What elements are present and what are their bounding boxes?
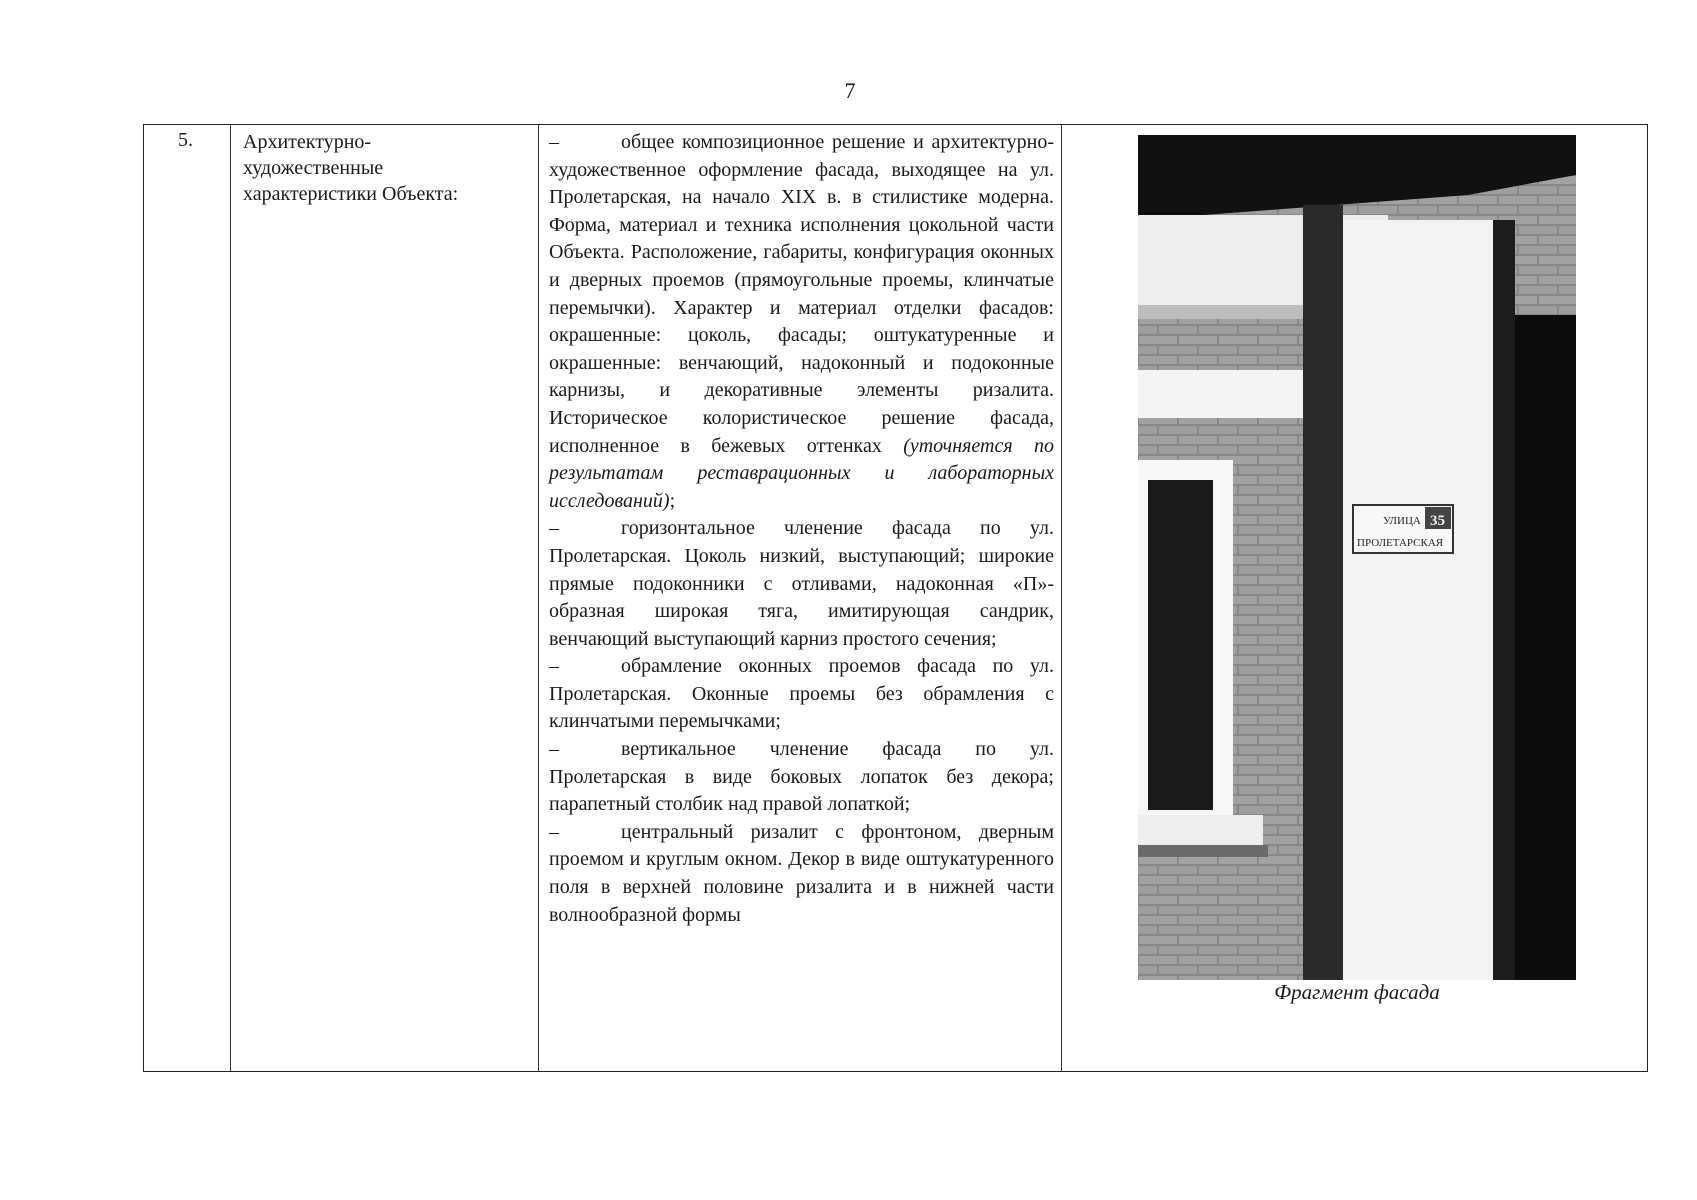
item-2-text: горизонтальное членение фасада по ул. Пролетарская. Цоколь низкий, выступающий; широкие прямые подоконники с отливами, надоконная «П»-образная широкая тяга, имитирующая сандрик, венчающий выступающий карниз простого сечения; [549, 517, 1054, 650]
item-dash: – [549, 820, 559, 843]
characteristics-table [143, 124, 1648, 1072]
description-text [549, 129, 1054, 929]
item-dash: – [549, 517, 559, 540]
item-dash: – [549, 131, 559, 153]
row-title: Архитектурно- художественные характеристики Объекта: [243, 131, 459, 205]
description-item-5 [549, 819, 1054, 929]
row-image-cell [1062, 125, 1648, 1071]
item-dash: – [549, 738, 559, 761]
window-glass [1148, 480, 1213, 810]
photo-caption: Фрагмент фасада [1274, 980, 1440, 1004]
window-lintel [1138, 370, 1323, 418]
description-item-1 [549, 129, 1054, 515]
row-title-cell [231, 125, 539, 1071]
item-5-text: центральный ризалит с фронтоном, дверным проемом и круглым окном. Декор в виде оштукатуренного поля в верхней половине ризалита и в нижней части волнообразной формы [549, 820, 1054, 926]
pilaster-edge-shadow [1493, 220, 1515, 980]
window-sill [1138, 815, 1263, 845]
dark-foliage [1515, 315, 1576, 980]
street-sign-line2: ПРОЛЕТАРСКАЯ [1357, 537, 1444, 549]
description-item-2 [549, 515, 1054, 653]
description-item-3 [549, 653, 1054, 736]
item-1-italic-note: (уточняется по результатам реставрационных и лабораторных исследований) [549, 434, 1054, 512]
page-number: 7 [844, 78, 856, 103]
facade-photo [1138, 135, 1576, 980]
pilaster [1343, 220, 1493, 980]
row-description-cell [539, 125, 1062, 1071]
street-sign-number: 35 [1430, 513, 1445, 529]
item-dash: – [549, 655, 559, 678]
sill-shadow [1138, 845, 1268, 857]
row-number: 5. [178, 129, 193, 151]
item-3-text: обрамление оконных проемов фасада по ул. Пролетарская. Оконные проемы без обрамления с клинчатыми перемычками; [549, 655, 1054, 733]
facade-photo-drawing [1138, 135, 1576, 980]
item-4-text: вертикальное членение фасада по ул. Пролетарская в виде боковых лопаток без декора; парапетный столбик над правой лопаткой; [549, 738, 1054, 816]
item-1-punct: ; [669, 489, 676, 512]
street-sign-line1: УЛИЦА [1383, 515, 1421, 527]
item-1-text: общее композиционное решение и архитектурно-художественное оформление фасада, выходящее на ул. Пролетарская, на начало XIX в. в стилистике модерна. Форма, материал и техника исполнения цокольной части Объекта. Расположение, габариты, конфигурация оконных и дверных проемов (прямоугольные проемы, клинчатые перемычки). Характер и материал отделки фасадов: окрашенные: цоколь, фасады; оштукатуренные и окрашенные: венчающий, надоконный и подоконные карнизы, и декоративные элементы ризалита. Историческое колористическое решение фасада, исполненное в бежевых оттенках [549, 131, 1054, 457]
pilaster-shadow [1303, 205, 1343, 980]
description-item-4 [549, 736, 1054, 819]
row-number-cell [144, 125, 231, 1071]
